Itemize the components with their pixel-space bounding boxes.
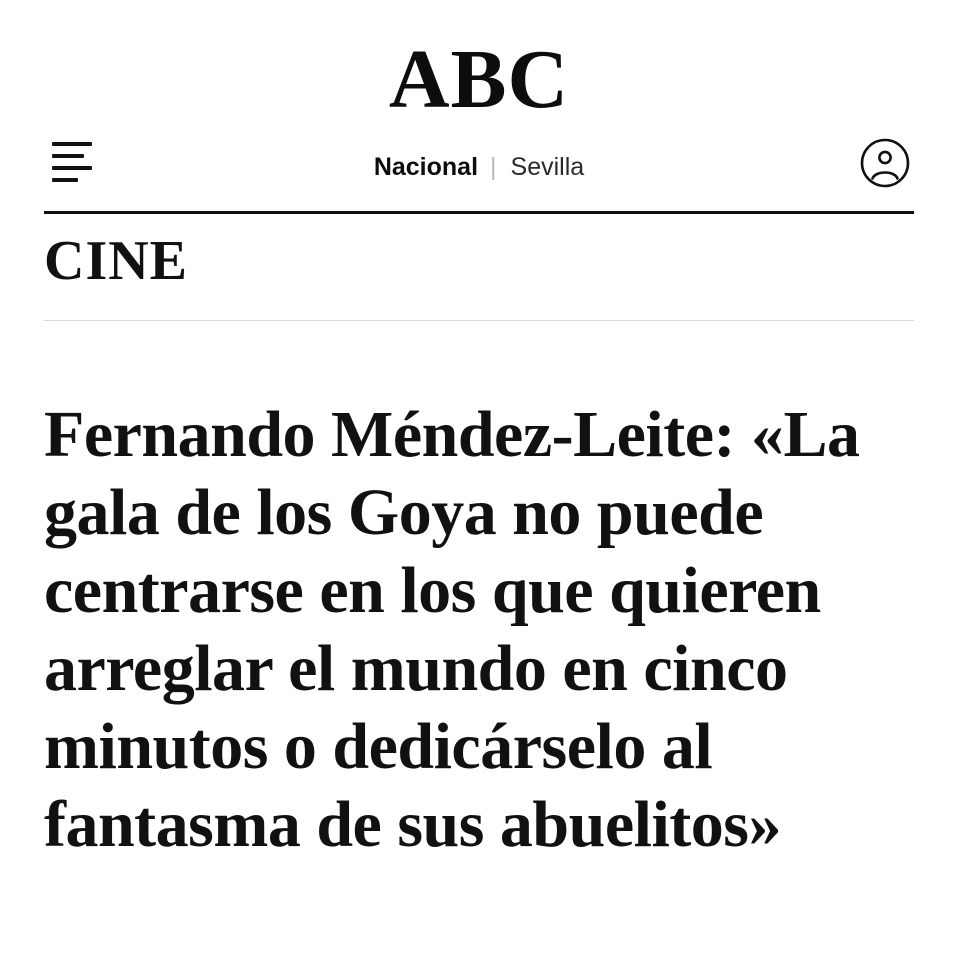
edition-separator: | [490,153,497,181]
article-kicker[interactable]: CINE [44,230,189,292]
masthead-divider [44,211,914,214]
edition-nacional[interactable]: Nacional [373,153,479,181]
menu-bar-1 [52,142,92,146]
kicker-divider [44,320,914,321]
site-logo[interactable]: ABC [388,33,570,126]
edition-selector [0,152,958,182]
edition-sevilla[interactable]: Sevilla [510,153,585,181]
article-headline: Fernando Méndez-Leite: «La gala de los Goya no puede centrarse en los que quieren arreglar el mundo en cinco minutos o dedicárselo al fantasma de sus abuelitos» [44,398,860,862]
site-masthead [0,0,958,212]
account-circle-icon[interactable] [860,138,910,188]
